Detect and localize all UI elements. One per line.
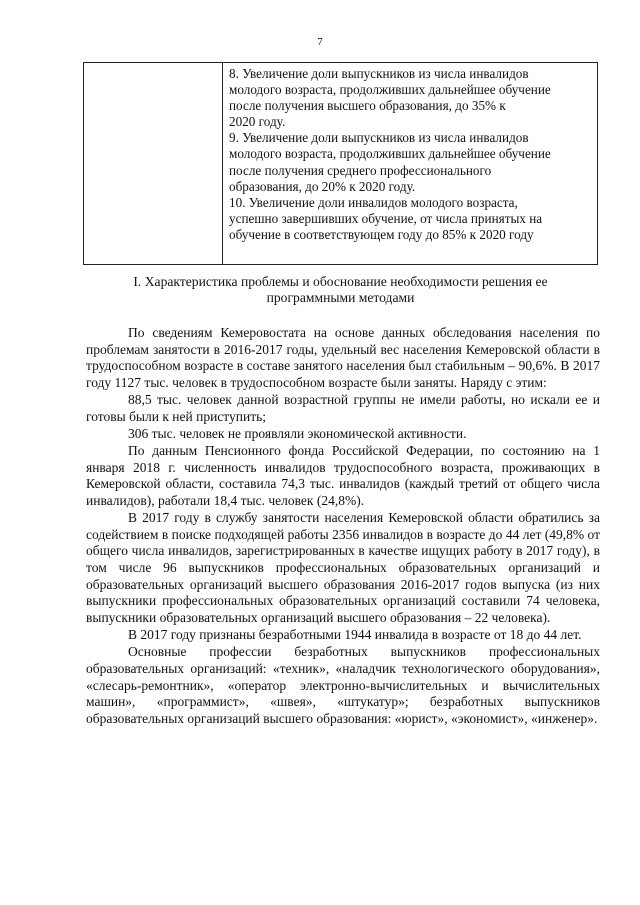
paragraph-3: 306 тыс. человек не проявляли экономической активности. bbox=[128, 425, 467, 441]
paragraph-6: В 2017 году признаны безработными 1944 инвалида в возрасте от 18 до 44 лет. bbox=[128, 627, 582, 643]
paragraph-2: 88,5 тыс. человек данной возрастной группы не имели работы, но искали ее и готовы были к ней приступить; bbox=[86, 392, 600, 424]
table-item-8: 8. Увеличение доли выпускников из числа инвалидов молодого возраста, продолживших дальнейшее обучение после получения высшего образования, до 35% к 2020 году. bbox=[229, 66, 551, 130]
section-title-line-1: I. Характеристика проблемы и обоснование необходимости решения ее bbox=[133, 274, 548, 289]
section-title bbox=[83, 274, 598, 307]
section-title-line-2: программными методами bbox=[266, 290, 415, 306]
paragraph-5: В 2017 году в службу занятости населения Кемеровской области обратились за содействием в поиске подходящей работы 2356 инвалидов в возрасте до 44 лет (49,8% от общего числа инвалидов, зарегистрированных в качестве ищущих работу в 2017 году), в том числе 96 выпускников профессиональных образовательных организаций и образовательных организаций высшего образования 2016-2017 годов выпуска (из них выпускники профессиональных образовательных организаций составили 74 человека, выпускники образовательных организаций высшего образования – 22 человека). bbox=[86, 510, 600, 625]
paragraph-4: По данным Пенсионного фонда Российской Федерации, по состоянию на 1 января 2018 г. численность инвалидов трудоспособного возраста, проживающих в Кемеровской области, составила 74,3 тыс. инвалидов (каждый третий от общего числа инвалидов), работали 18,4 тыс. человек (24,8%). bbox=[86, 443, 600, 508]
body-text bbox=[86, 325, 600, 728]
table-item-9: 9. Увеличение доли выпускников из числа инвалидов молодого возраста, продолживших дальнейшее обучение после получения среднего профессионального образования, до 20% к 2020 году. bbox=[229, 130, 551, 194]
table-item-10: 10. Увеличение доли инвалидов молодого возраста, успешно завершивших обучение, от числа принятых на обучение в соответствующем году до 85% к 2020 году bbox=[229, 194, 543, 242]
indicators-table bbox=[83, 62, 598, 265]
table-left-cell bbox=[84, 63, 223, 265]
table-row bbox=[84, 63, 598, 265]
table-right-cell bbox=[223, 63, 598, 265]
paragraph-1: По сведениям Кемеровостата на основе данных обследования населения по проблемам занятости в 2016-2017 годы, удельный вес населения Кемеровской области в трудоспособном возрасте в составе занятого населения был стабильным – 90,6%. В 2017 году 1127 тыс. человек в трудоспособном возрасте были заняты. Наряду с этим: bbox=[86, 325, 600, 390]
page-number: 7 bbox=[317, 36, 323, 48]
paragraph-7: Основные профессии безработных выпускников профессиональных образовательных организаций: «техник», «наладчик технологического оборудования», «слесарь-ремонтник», «оператор электронно-вычислительных и вычислительных машин», «программист», «швея», «штукатур»; безработных выпускников образовательных организаций высшего образования: «юрист», «экономист», «инженер». bbox=[86, 644, 600, 726]
